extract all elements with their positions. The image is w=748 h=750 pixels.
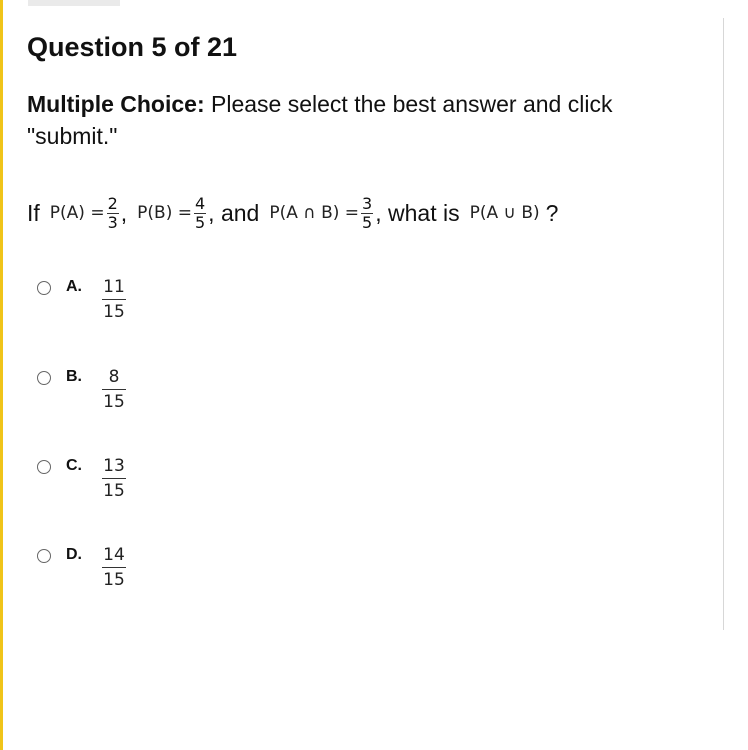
panel-right-border	[723, 18, 724, 630]
prob-b-label: P(B) =	[137, 203, 192, 223]
prob-intersection-fraction	[361, 195, 373, 232]
option-letter: C.	[66, 457, 82, 474]
fraction-bar	[102, 478, 126, 479]
radio-button-a[interactable]	[37, 281, 51, 295]
fraction-bar	[102, 567, 126, 568]
fraction-numerator: 3	[362, 193, 373, 213]
question-title: Question 5 of 21	[27, 32, 238, 62]
fraction-numerator: 13	[103, 456, 125, 476]
fraction-numerator: 2	[107, 193, 118, 213]
fraction-bar	[102, 389, 126, 390]
fraction-denominator: 15	[103, 392, 125, 412]
instructions-label: Multiple Choice:	[27, 91, 205, 117]
left-accent-bar	[0, 0, 3, 750]
radio-button-b[interactable]	[37, 371, 51, 385]
fraction-numerator: 8	[108, 367, 120, 387]
instructions-text: Please select the best answer and click "submit."	[27, 91, 613, 149]
radio-button-d[interactable]	[37, 549, 51, 563]
prob-a-fraction	[107, 195, 119, 232]
option-letter: D.	[66, 546, 82, 563]
fraction-denominator: 15	[103, 302, 125, 322]
fraction-bar	[102, 299, 126, 300]
option-fraction	[101, 455, 127, 502]
question-prefix: If	[27, 199, 40, 226]
fraction-denominator: 15	[103, 570, 125, 590]
radio-button-c[interactable]	[37, 460, 51, 474]
and-word: , and	[208, 199, 260, 226]
option-letter: B.	[66, 368, 82, 385]
prob-a-label: P(A) =	[49, 203, 105, 223]
prob-b-fraction	[194, 195, 206, 232]
option-fraction	[101, 544, 127, 591]
fraction-denominator: 3	[107, 212, 118, 232]
fraction-denominator: 5	[194, 212, 206, 232]
instructions	[27, 88, 677, 152]
fraction-denominator: 15	[103, 481, 125, 501]
fraction-numerator: 14	[103, 545, 125, 565]
option-fraction	[101, 276, 127, 323]
prob-union-target: P(A ∪ B)	[469, 203, 540, 223]
fraction-denominator: 5	[362, 212, 373, 232]
prob-intersection-label: P(A ∩ B) =	[269, 203, 360, 223]
fraction-numerator: 11	[103, 277, 125, 297]
question-text: If P(A) = $\frac{2}{3}$ , P(B) = $\frac{4}{5}$ , and P(A ∩ B) = $\frac{3}{5}$ , what is P(A ∪ B) ?	[27, 193, 559, 232]
top-tab-fragment	[28, 0, 120, 6]
what-is-phrase: , what is	[375, 199, 460, 226]
question-mark: ?	[545, 199, 559, 226]
option-letter: A.	[66, 278, 82, 295]
fraction-numerator: 4	[194, 193, 206, 213]
option-fraction	[101, 366, 127, 413]
